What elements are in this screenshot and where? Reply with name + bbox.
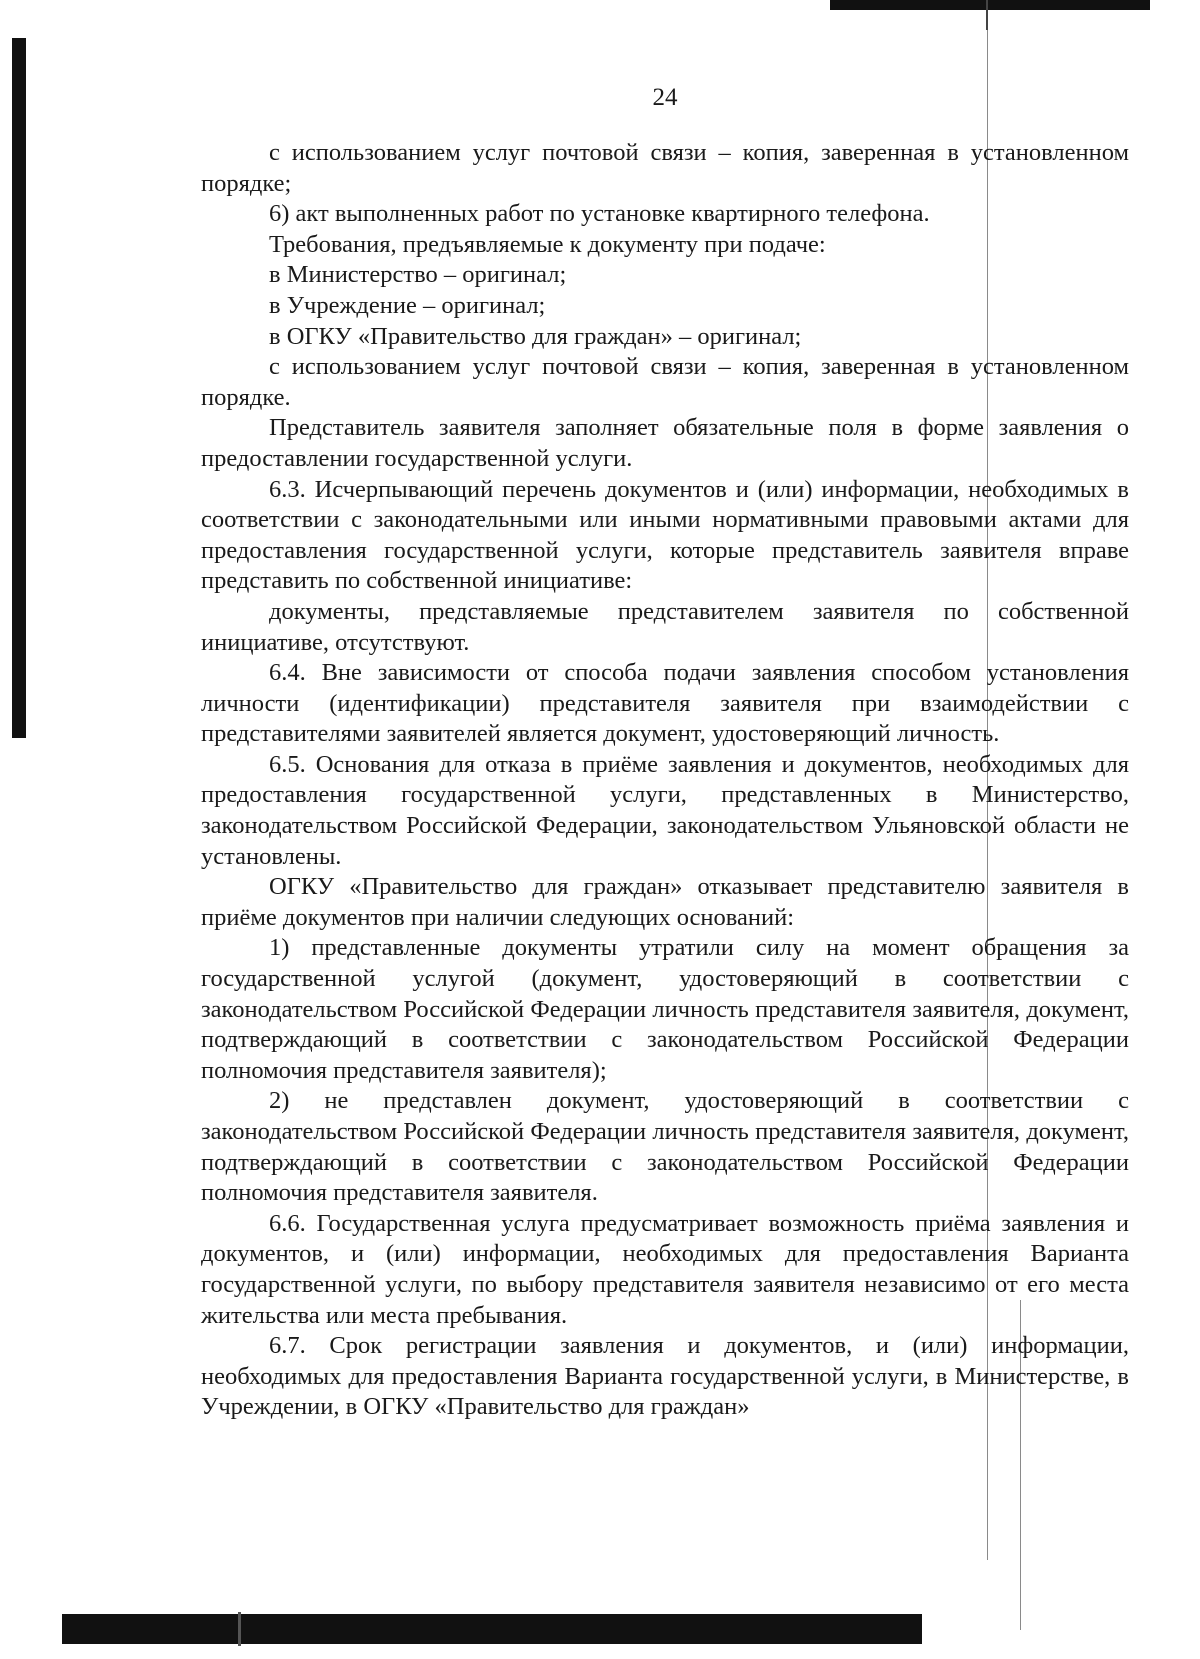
paragraph: в ОГКУ «Правительство для граждан» – оригинал; <box>269 322 802 350</box>
paragraph: в Учреждение – оригинал; <box>269 291 546 319</box>
paragraph: 1) представленные документы утратили силу на момент обращения за государственной услугой (документ, удостоверяющий в соответствии с законодательством Российской Федерации личность представителя заявителя, документ, подтверждающий в соответствии с законодательством Российской Федерации полномочия представителя заявителя); <box>201 934 1129 1084</box>
paragraph: 6) акт выполненных работ по установке квартирного телефона. <box>269 200 930 228</box>
paragraph: Представитель заявителя заполняет обязательные поля в форме заявления о предоставлении государственной услуги. <box>201 414 1129 472</box>
paragraph: с использованием услуг почтовой связи – копия, заверенная в установленном порядке; <box>201 139 1129 197</box>
paragraph: Требования, предъявляемые к документу при подаче: <box>269 230 826 258</box>
scan-edge-left <box>12 38 26 738</box>
paragraph: в Министерство – оригинал; <box>269 261 567 289</box>
paragraph: с использованием услуг почтовой связи – копия, заверенная в установленном порядке. <box>201 353 1129 411</box>
paragraph: 6.4. Вне зависимости от способа подачи заявления способом установления личности (идентификации) представителя заявителя при взаимодействии с представителями заявителей является документ, удостоверяющий личность. <box>201 659 1129 748</box>
paragraph: 6.7. Срок регистрации заявления и документов, и (или) информации, необходимых для предоставления Варианта государственной услуги, в Министерстве, в Учреждении, в ОГКУ «Правительство для граждан» <box>201 1332 1129 1421</box>
paragraph: 6.5. Основания для отказа в приёме заявления и документов, необходимых для предоставления государственной услуги, представленных в Министерство, законодательством Российской Федерации, законодательством Ульяновской области не установлены. <box>201 750 1129 870</box>
scan-edge-bottom <box>62 1614 922 1644</box>
scan-edge-top <box>830 0 1150 10</box>
page-number: 24 <box>652 84 678 111</box>
paragraph: 2) не представлен документ, удостоверяющий в соответствии с законодательством Российской Федерации личность представителя заявителя, документ, подтверждающий в соответствии с законодательством Российской Федерации полномочия представителя заявителя. <box>201 1087 1129 1207</box>
paragraph: 6.3. Исчерпывающий перечень документов и (или) информации, необходимых в соответствии с законодательными или иными нормативными правовыми актами для предоставления государственной услуги, которые представитель заявителя вправе представить по собственной инициативе: <box>201 475 1129 595</box>
paragraph: документы, представляемые представителем заявителя по собственной инициативе, отсутствуют. <box>201 597 1129 656</box>
scan-fold-line <box>986 0 988 30</box>
paragraph: ОГКУ «Правительство для граждан» отказывает представителю заявителя в приёме документов при наличии следующих оснований: <box>201 873 1129 931</box>
scan-edge-notch <box>238 1612 241 1646</box>
document-body <box>201 138 1129 1423</box>
paragraph: 6.6. Государственная услуга предусматривает возможность приёма заявления и документов, и (или) информации, необходимых для предоставления Варианта государственной услуги, по выбору представителя заявителя независимо от его места жительства или места пребывания. <box>201 1209 1129 1329</box>
